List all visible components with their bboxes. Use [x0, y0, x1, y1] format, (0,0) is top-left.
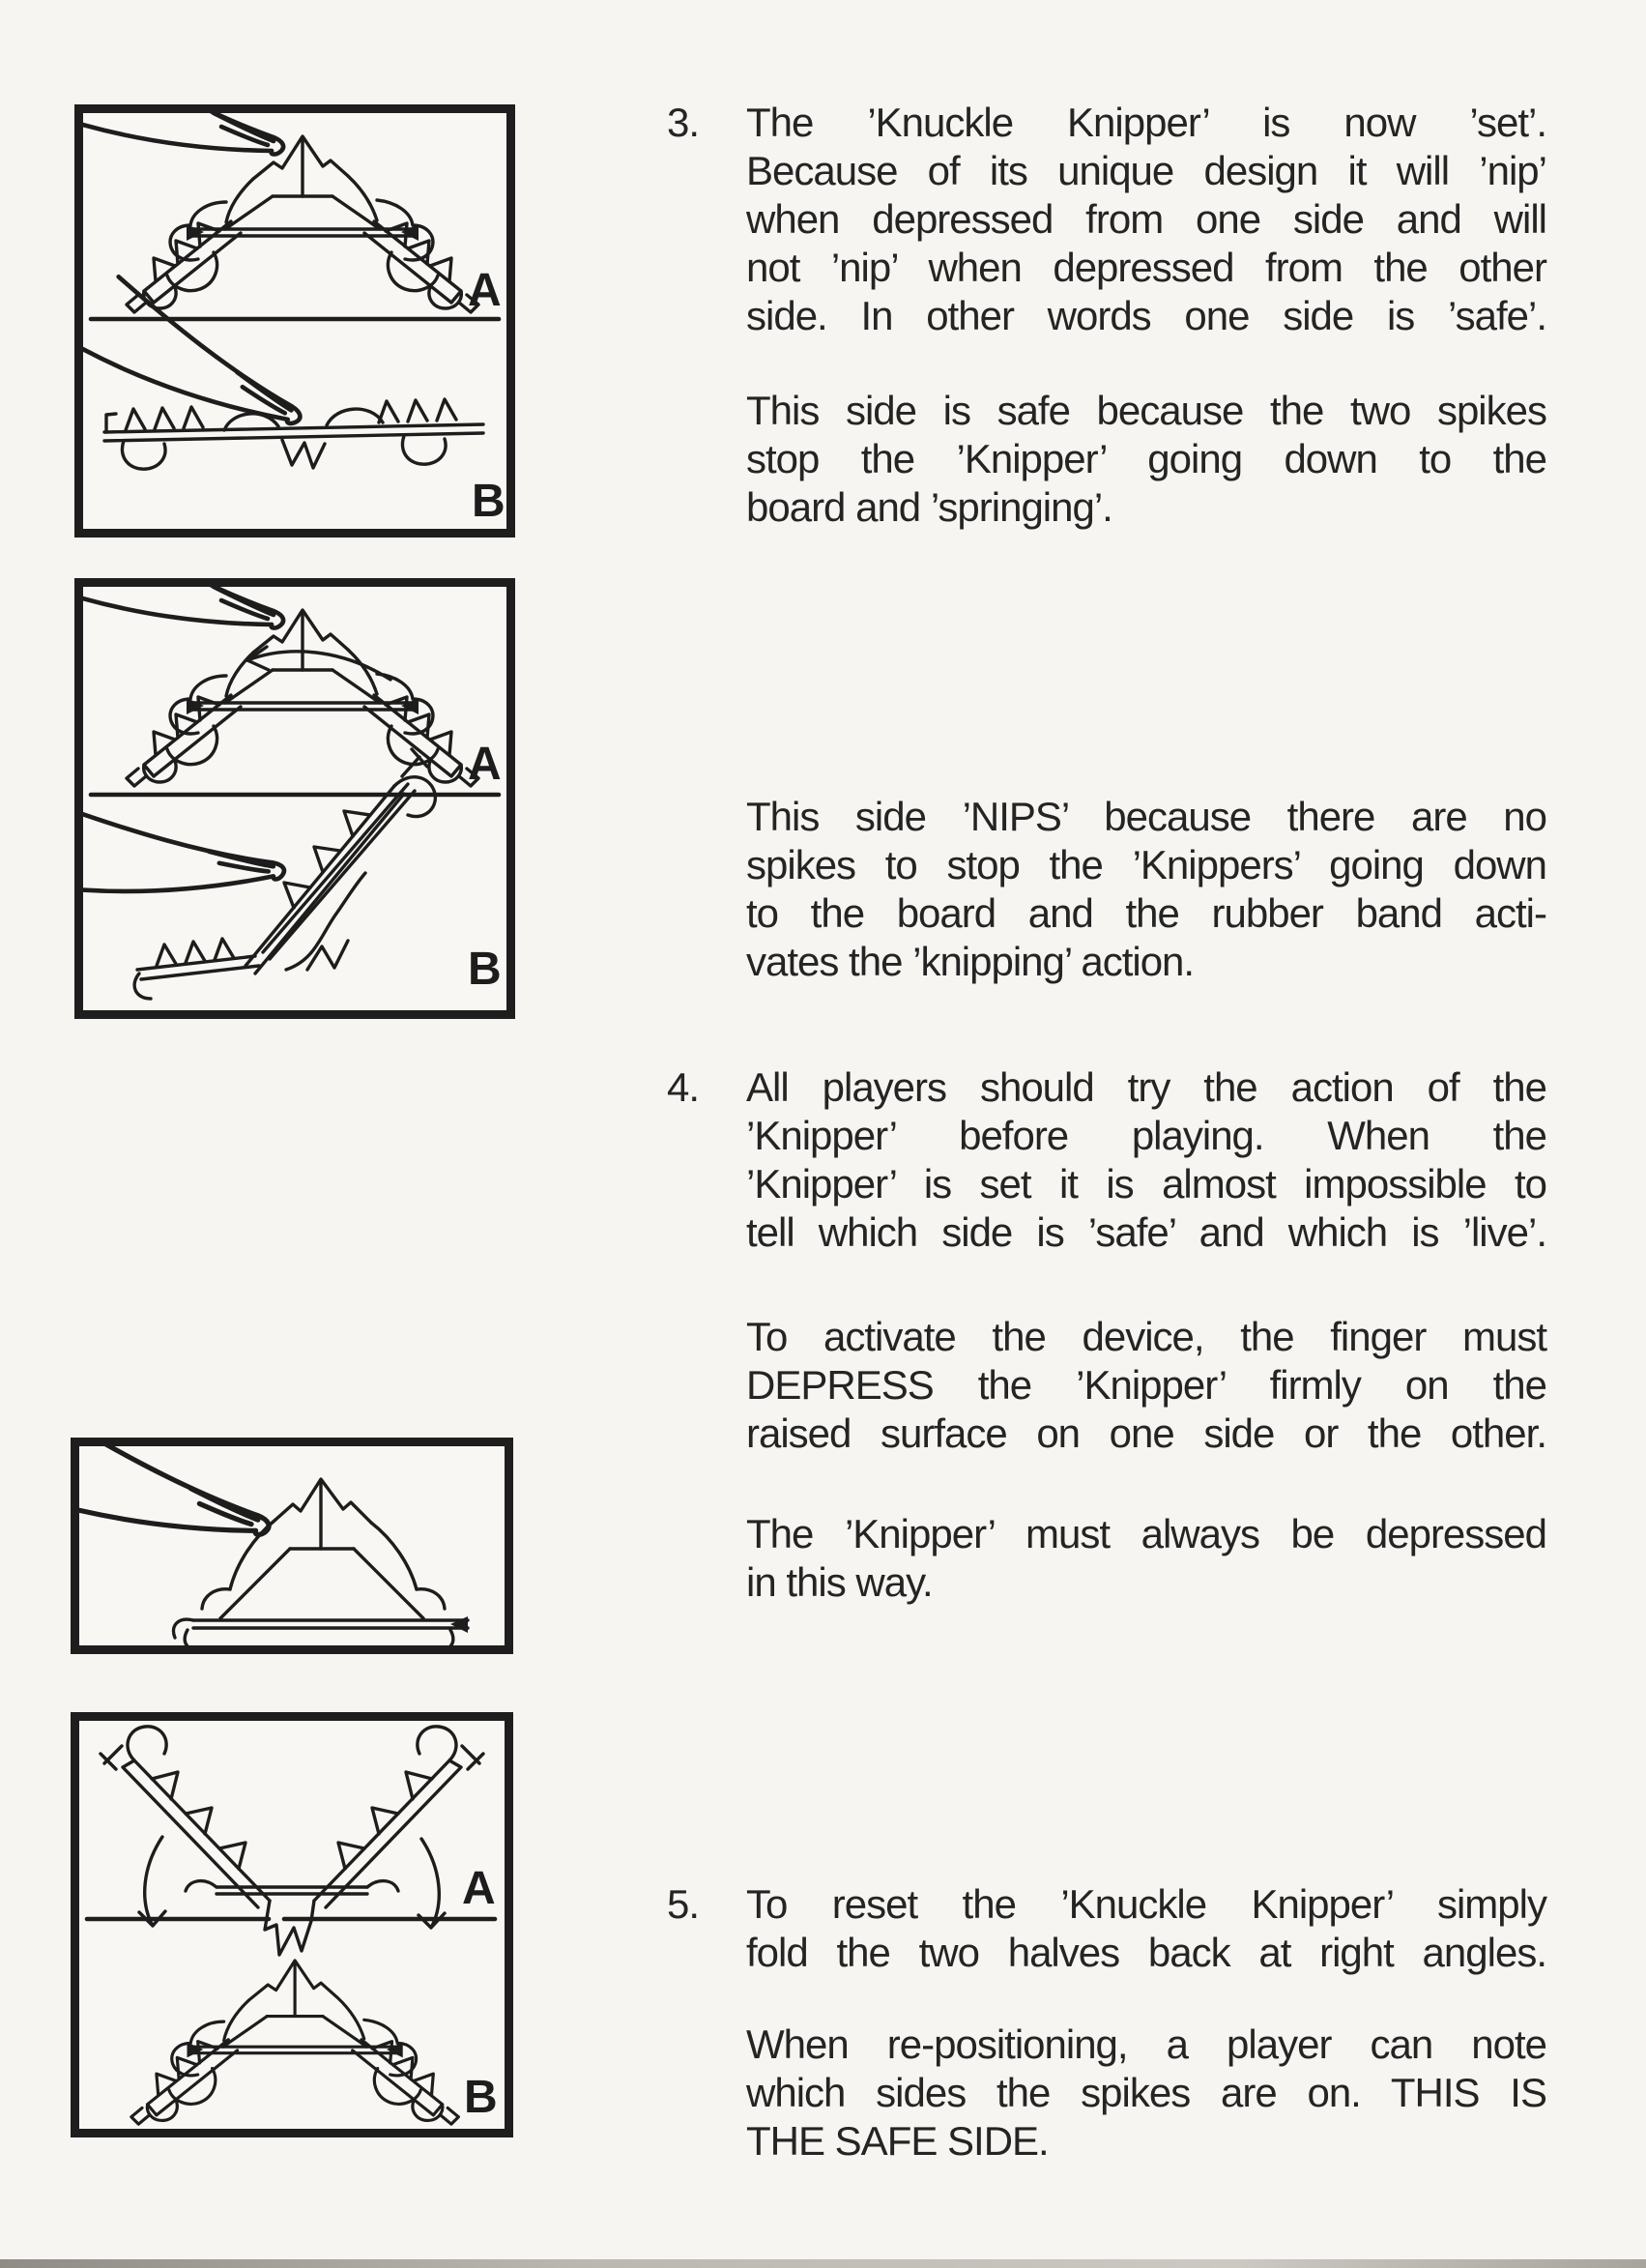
paragraph — [746, 387, 1546, 532]
text-line: ’Knipper’ is set it is almost impossible to — [746, 1161, 1546, 1207]
text-line: The ’Knuckle Knipper’ is now ’set’. — [746, 100, 1546, 145]
scan-edge-shadow — [0, 2259, 1646, 2268]
finger-drawing — [83, 113, 283, 155]
instruction-paragraph-repositioning — [667, 2021, 1548, 2166]
text-line: raised surface on one side or the other. — [746, 1410, 1546, 1456]
text-line: vates the ’knipping’ action. — [746, 939, 1195, 984]
paragraph — [746, 99, 1546, 340]
knipper-illustration — [83, 113, 506, 529]
figure-reset-knipper — [71, 1712, 513, 2137]
text-line: when depressed from one side and will — [746, 196, 1546, 242]
finger-drawing — [83, 272, 319, 424]
text-line: stop the ’Knipper’ going down to the — [746, 436, 1546, 481]
finger-drawing — [79, 1446, 269, 1534]
text-line: When re-positioning, a player can note — [746, 2021, 1546, 2067]
item-number: 3. — [667, 100, 700, 145]
finger-drawing — [83, 765, 285, 925]
text-line: which sides the spikes are on. THIS IS — [746, 2070, 1546, 2115]
paragraph — [746, 1510, 1546, 1607]
finger-drawing — [83, 587, 283, 628]
text-line: DEPRESS the ’Knipper’ firmly on the — [746, 1362, 1546, 1408]
text-line: ’Knipper’ before playing. When the — [746, 1113, 1546, 1158]
text-line: fold the two halves back at right angles. — [746, 1930, 1546, 1975]
text-line: The ’Knipper’ must always be depressed — [746, 1511, 1546, 1556]
knipper-illustration — [79, 1446, 505, 1645]
text-line: All players should try the action of the — [746, 1064, 1546, 1110]
panel-label-b: B — [464, 2072, 498, 2123]
paragraph — [746, 793, 1546, 986]
text-line: THE SAFE SIDE. — [746, 2118, 1049, 2164]
text-line: To activate the device, the finger must — [746, 1314, 1546, 1359]
instruction-item-4 — [667, 1063, 1548, 1257]
text-line: This side is safe because the two spikes — [746, 388, 1546, 433]
instruction-paragraph-safe-side — [667, 387, 1548, 532]
item-number: 5. — [667, 1881, 700, 1927]
instruction-item-3 — [667, 99, 1548, 340]
text-line: to the board and the rubber band acti- — [746, 890, 1546, 936]
instruction-paragraph-activate — [667, 1313, 1548, 1458]
paragraph — [746, 2021, 1546, 2166]
paragraph — [746, 1880, 1546, 1977]
text-line: board and ’springing’. — [746, 484, 1112, 530]
text-line: not ’nip’ when depressed from the other — [746, 245, 1546, 290]
text-line: This side ’NIPS’ because there are no — [746, 794, 1546, 839]
panel-label-b: B — [468, 944, 502, 995]
knipper-illustration — [79, 1721, 505, 2129]
figure-press-live-side — [74, 578, 515, 1019]
text-line: spikes to stop the ’Knippers’ going down — [746, 842, 1546, 887]
text-line: in this way. — [746, 1559, 933, 1605]
panel-label-a: A — [462, 1863, 496, 1914]
panel-label-a: A — [468, 739, 502, 790]
item-number: 4. — [667, 1064, 700, 1110]
instruction-paragraph-nips-side — [667, 793, 1548, 986]
text-line: side. In other words one side is ’safe’. — [746, 293, 1546, 338]
figure-knipper-closeup — [71, 1438, 513, 1654]
paragraph — [746, 1063, 1546, 1257]
panel-label-a: A — [468, 265, 502, 316]
instruction-paragraph-depress — [667, 1510, 1548, 1607]
panel-label-b: B — [472, 476, 505, 527]
knipper-illustration — [83, 587, 506, 1010]
text-line: To reset the ’Knuckle Knipper’ simply — [746, 1881, 1546, 1927]
text-line: tell which side is ’safe’ and which is ’live’. — [746, 1209, 1546, 1255]
figure-press-safe-side — [74, 104, 515, 538]
text-line: Because of its unique design it will ’nip’ — [746, 148, 1546, 193]
instruction-item-5 — [667, 1880, 1548, 1977]
paragraph — [746, 1313, 1546, 1458]
